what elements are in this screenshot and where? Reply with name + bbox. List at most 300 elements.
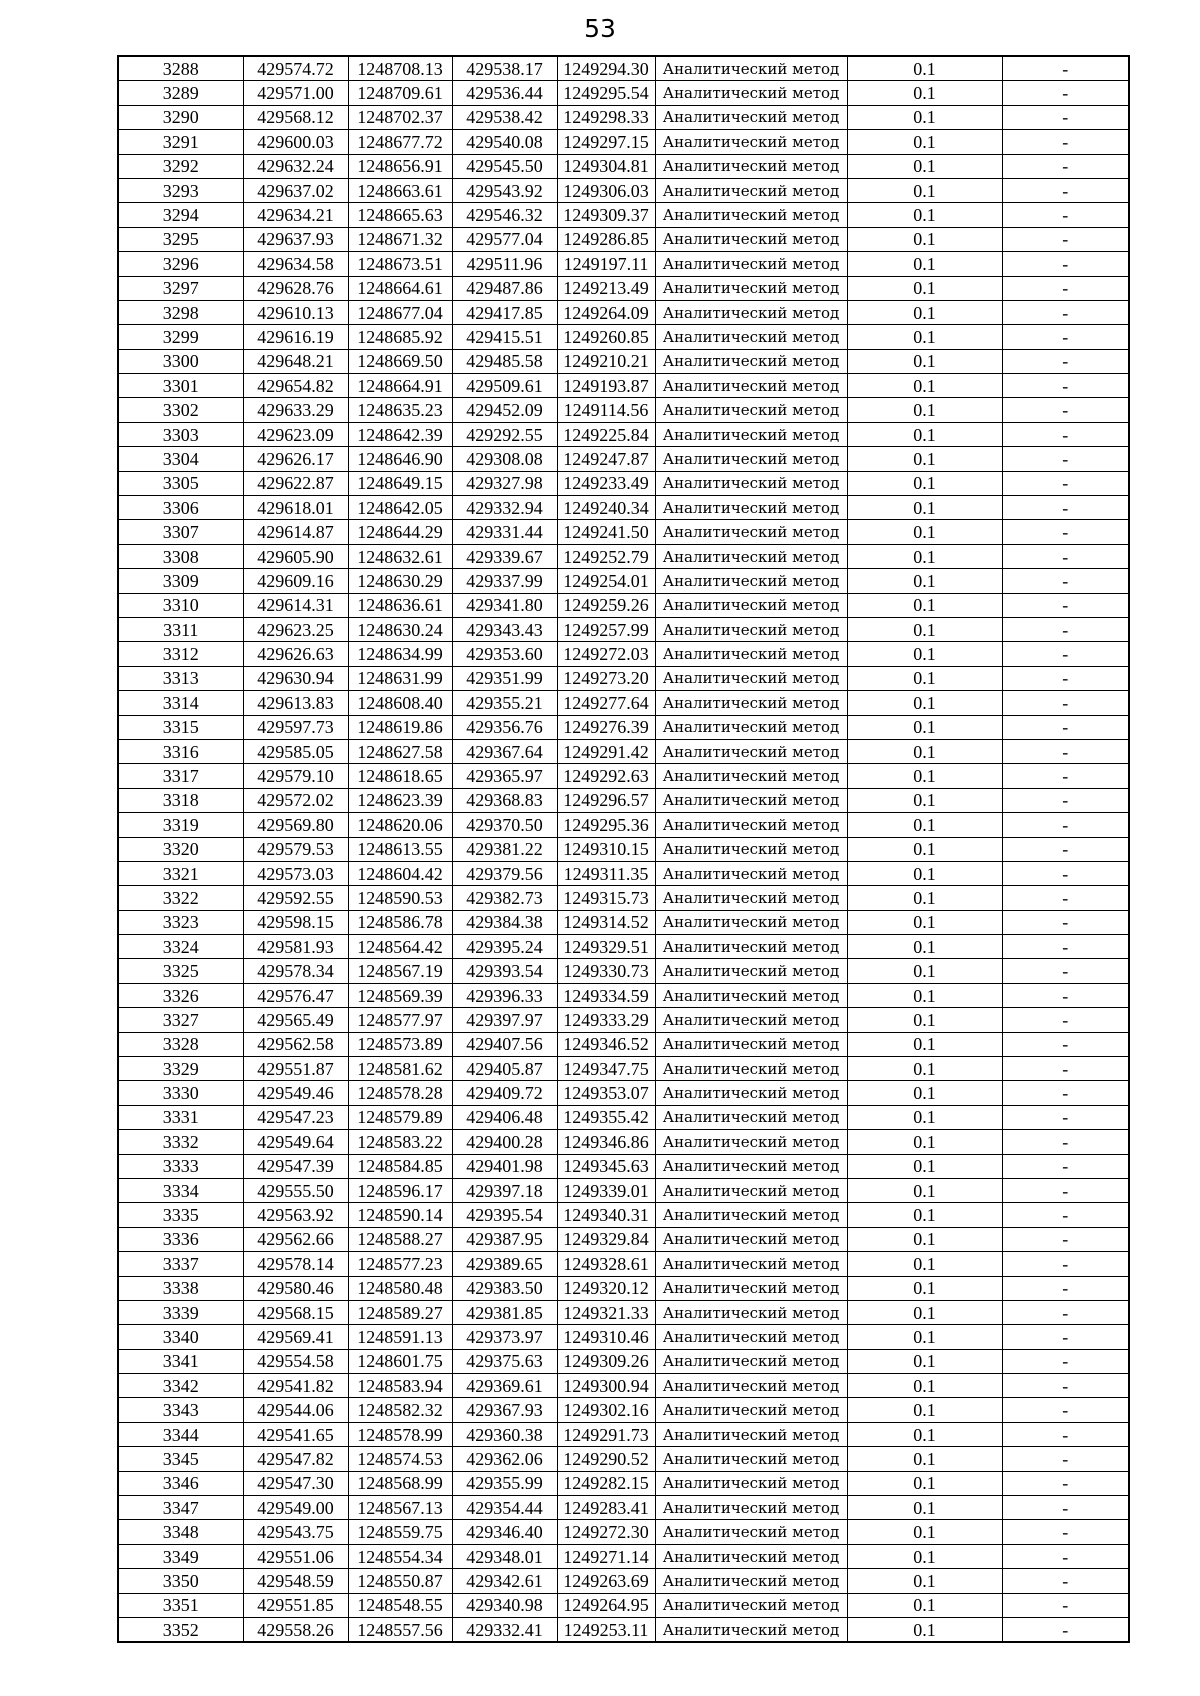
accuracy-cell: 0.1 <box>847 374 1002 398</box>
y2-cell: 1249304.81 <box>557 154 655 178</box>
note-cell: - <box>1002 349 1129 373</box>
y2-cell: 1249296.57 <box>557 788 655 812</box>
point-number-cell: 3345 <box>118 1447 243 1471</box>
x1-cell: 429605.90 <box>243 544 348 568</box>
method-cell: Аналитический метод <box>655 1422 847 1446</box>
accuracy-cell: 0.1 <box>847 300 1002 324</box>
point-number-cell: 3323 <box>118 910 243 934</box>
y2-cell: 1249259.26 <box>557 593 655 617</box>
note-cell: - <box>1002 1203 1129 1227</box>
accuracy-cell: 0.1 <box>847 1422 1002 1446</box>
x2-cell: 429339.67 <box>452 544 557 568</box>
y1-cell: 1248627.58 <box>348 739 452 763</box>
y2-cell: 1249225.84 <box>557 422 655 446</box>
y2-cell: 1249329.51 <box>557 935 655 959</box>
x1-cell: 429581.93 <box>243 935 348 959</box>
y1-cell: 1248579.89 <box>348 1105 452 1129</box>
x1-cell: 429633.29 <box>243 398 348 422</box>
accuracy-cell: 0.1 <box>847 203 1002 227</box>
note-cell: - <box>1002 276 1129 300</box>
table-row <box>118 1300 1129 1324</box>
x1-cell: 429579.10 <box>243 764 348 788</box>
y1-cell: 1248548.55 <box>348 1593 452 1617</box>
accuracy-cell: 0.1 <box>847 1178 1002 1202</box>
point-number-cell: 3290 <box>118 105 243 129</box>
y2-cell: 1249271.14 <box>557 1544 655 1568</box>
y1-cell: 1248642.39 <box>348 422 452 446</box>
table-row <box>118 1325 1129 1349</box>
method-cell: Аналитический метод <box>655 935 847 959</box>
y1-cell: 1248669.50 <box>348 349 452 373</box>
note-cell: - <box>1002 130 1129 154</box>
method-cell: Аналитический метод <box>655 56 847 81</box>
x2-cell: 429360.38 <box>452 1422 557 1446</box>
table-row <box>118 81 1129 105</box>
note-cell: - <box>1002 1276 1129 1300</box>
x2-cell: 429406.48 <box>452 1105 557 1129</box>
note-cell: - <box>1002 520 1129 544</box>
y1-cell: 1248569.39 <box>348 983 452 1007</box>
note-cell: - <box>1002 1593 1129 1617</box>
point-number-cell: 3295 <box>118 227 243 251</box>
x1-cell: 429547.82 <box>243 1447 348 1471</box>
table-row <box>118 1130 1129 1154</box>
point-number-cell: 3311 <box>118 617 243 641</box>
x2-cell: 429365.97 <box>452 764 557 788</box>
note-cell: - <box>1002 983 1129 1007</box>
accuracy-cell: 0.1 <box>847 1252 1002 1276</box>
table-row <box>118 1496 1129 1520</box>
table-row <box>118 349 1129 373</box>
method-cell: Аналитический метод <box>655 1154 847 1178</box>
x2-cell: 429538.17 <box>452 56 557 81</box>
point-number-cell: 3315 <box>118 715 243 739</box>
method-cell: Аналитический метод <box>655 861 847 885</box>
y1-cell: 1248554.34 <box>348 1544 452 1568</box>
method-cell: Аналитический метод <box>655 471 847 495</box>
point-number-cell: 3303 <box>118 422 243 446</box>
x2-cell: 429509.61 <box>452 374 557 398</box>
y2-cell: 1249329.84 <box>557 1227 655 1251</box>
x1-cell: 429554.58 <box>243 1349 348 1373</box>
y1-cell: 1248573.89 <box>348 1032 452 1056</box>
y2-cell: 1249346.52 <box>557 1032 655 1056</box>
y2-cell: 1249294.30 <box>557 56 655 81</box>
x2-cell: 429383.50 <box>452 1276 557 1300</box>
x1-cell: 429578.14 <box>243 1252 348 1276</box>
note-cell: - <box>1002 593 1129 617</box>
note-cell: - <box>1002 886 1129 910</box>
x1-cell: 429598.15 <box>243 910 348 934</box>
method-cell: Аналитический метод <box>655 1618 847 1643</box>
accuracy-cell: 0.1 <box>847 325 1002 349</box>
x2-cell: 429348.01 <box>452 1544 557 1568</box>
x1-cell: 429551.87 <box>243 1057 348 1081</box>
point-number-cell: 3325 <box>118 959 243 983</box>
y2-cell: 1249310.46 <box>557 1325 655 1349</box>
point-number-cell: 3306 <box>118 496 243 520</box>
y1-cell: 1248567.13 <box>348 1496 452 1520</box>
table-row <box>118 1008 1129 1032</box>
x2-cell: 429332.94 <box>452 496 557 520</box>
note-cell: - <box>1002 227 1129 251</box>
x1-cell: 429573.03 <box>243 861 348 885</box>
x1-cell: 429548.59 <box>243 1569 348 1593</box>
y2-cell: 1249291.73 <box>557 1422 655 1446</box>
y2-cell: 1249276.39 <box>557 715 655 739</box>
y1-cell: 1248618.65 <box>348 764 452 788</box>
x1-cell: 429551.85 <box>243 1593 348 1617</box>
point-number-cell: 3339 <box>118 1300 243 1324</box>
method-cell: Аналитический метод <box>655 569 847 593</box>
y1-cell: 1248671.32 <box>348 227 452 251</box>
point-number-cell: 3319 <box>118 813 243 837</box>
x2-cell: 429351.99 <box>452 666 557 690</box>
y1-cell: 1248635.23 <box>348 398 452 422</box>
accuracy-cell: 0.1 <box>847 56 1002 81</box>
point-number-cell: 3312 <box>118 642 243 666</box>
point-number-cell: 3352 <box>118 1618 243 1643</box>
y1-cell: 1248582.32 <box>348 1398 452 1422</box>
x1-cell: 429547.23 <box>243 1105 348 1129</box>
y1-cell: 1248589.27 <box>348 1300 452 1324</box>
x1-cell: 429551.06 <box>243 1544 348 1568</box>
y1-cell: 1248577.23 <box>348 1252 452 1276</box>
y2-cell: 1249240.34 <box>557 496 655 520</box>
point-number-cell: 3314 <box>118 691 243 715</box>
y1-cell: 1248646.90 <box>348 447 452 471</box>
accuracy-cell: 0.1 <box>847 715 1002 739</box>
accuracy-cell: 0.1 <box>847 398 1002 422</box>
x1-cell: 429613.83 <box>243 691 348 715</box>
accuracy-cell: 0.1 <box>847 349 1002 373</box>
x2-cell: 429397.18 <box>452 1178 557 1202</box>
y1-cell: 1248550.87 <box>348 1569 452 1593</box>
y2-cell: 1249347.75 <box>557 1057 655 1081</box>
x1-cell: 429626.63 <box>243 642 348 666</box>
y1-cell: 1248634.99 <box>348 642 452 666</box>
table-row <box>118 1154 1129 1178</box>
x2-cell: 429382.73 <box>452 886 557 910</box>
y2-cell: 1249197.11 <box>557 252 655 276</box>
accuracy-cell: 0.1 <box>847 1203 1002 1227</box>
y1-cell: 1248631.99 <box>348 666 452 690</box>
table-row <box>118 764 1129 788</box>
note-cell: - <box>1002 325 1129 349</box>
y2-cell: 1249291.42 <box>557 739 655 763</box>
x2-cell: 429546.32 <box>452 203 557 227</box>
method-cell: Аналитический метод <box>655 1520 847 1544</box>
x2-cell: 429536.44 <box>452 81 557 105</box>
note-cell: - <box>1002 1105 1129 1129</box>
point-number-cell: 3321 <box>118 861 243 885</box>
x1-cell: 429654.82 <box>243 374 348 398</box>
note-cell: - <box>1002 1447 1129 1471</box>
x2-cell: 429417.85 <box>452 300 557 324</box>
table-row <box>118 227 1129 251</box>
accuracy-cell: 0.1 <box>847 154 1002 178</box>
x1-cell: 429549.00 <box>243 1496 348 1520</box>
x2-cell: 429373.97 <box>452 1325 557 1349</box>
x2-cell: 429337.99 <box>452 569 557 593</box>
y1-cell: 1248664.61 <box>348 276 452 300</box>
x2-cell: 429389.65 <box>452 1252 557 1276</box>
point-number-cell: 3322 <box>118 886 243 910</box>
method-cell: Аналитический метод <box>655 520 847 544</box>
note-cell: - <box>1002 56 1129 81</box>
y2-cell: 1249339.01 <box>557 1178 655 1202</box>
point-number-cell: 3316 <box>118 739 243 763</box>
method-cell: Аналитический метод <box>655 1130 847 1154</box>
x1-cell: 429572.02 <box>243 788 348 812</box>
method-cell: Аналитический метод <box>655 1081 847 1105</box>
method-cell: Аналитический метод <box>655 1252 847 1276</box>
accuracy-cell: 0.1 <box>847 1471 1002 1495</box>
method-cell: Аналитический метод <box>655 1300 847 1324</box>
y2-cell: 1249330.73 <box>557 959 655 983</box>
method-cell: Аналитический метод <box>655 154 847 178</box>
x1-cell: 429637.93 <box>243 227 348 251</box>
accuracy-cell: 0.1 <box>847 422 1002 446</box>
note-cell: - <box>1002 374 1129 398</box>
point-number-cell: 3351 <box>118 1593 243 1617</box>
x1-cell: 429597.73 <box>243 715 348 739</box>
note-cell: - <box>1002 1325 1129 1349</box>
y2-cell: 1249273.20 <box>557 666 655 690</box>
table-row <box>118 1276 1129 1300</box>
y2-cell: 1249295.36 <box>557 813 655 837</box>
y1-cell: 1248656.91 <box>348 154 452 178</box>
note-cell: - <box>1002 1057 1129 1081</box>
x1-cell: 429576.47 <box>243 983 348 1007</box>
point-number-cell: 3298 <box>118 300 243 324</box>
table-row <box>118 1178 1129 1202</box>
accuracy-cell: 0.1 <box>847 983 1002 1007</box>
x2-cell: 429395.24 <box>452 935 557 959</box>
y2-cell: 1249328.61 <box>557 1252 655 1276</box>
y2-cell: 1249114.56 <box>557 398 655 422</box>
x2-cell: 429332.41 <box>452 1618 557 1643</box>
y1-cell: 1248557.56 <box>348 1618 452 1643</box>
point-number-cell: 3340 <box>118 1325 243 1349</box>
point-number-cell: 3309 <box>118 569 243 593</box>
y2-cell: 1249315.73 <box>557 886 655 910</box>
x2-cell: 429343.43 <box>452 617 557 641</box>
method-cell: Аналитический метод <box>655 788 847 812</box>
table-row <box>118 471 1129 495</box>
x1-cell: 429558.26 <box>243 1618 348 1643</box>
x2-cell: 429543.92 <box>452 178 557 202</box>
point-number-cell: 3344 <box>118 1422 243 1446</box>
table-row <box>118 1398 1129 1422</box>
y2-cell: 1249300.94 <box>557 1374 655 1398</box>
table-row <box>118 1422 1129 1446</box>
table-row <box>118 642 1129 666</box>
table-row <box>118 788 1129 812</box>
y1-cell: 1248596.17 <box>348 1178 452 1202</box>
y1-cell: 1248636.61 <box>348 593 452 617</box>
x1-cell: 429634.58 <box>243 252 348 276</box>
note-cell: - <box>1002 105 1129 129</box>
accuracy-cell: 0.1 <box>847 1154 1002 1178</box>
table-row <box>118 1520 1129 1544</box>
method-cell: Аналитический метод <box>655 617 847 641</box>
x2-cell: 429409.72 <box>452 1081 557 1105</box>
point-number-cell: 3326 <box>118 983 243 1007</box>
note-cell: - <box>1002 813 1129 837</box>
y2-cell: 1249345.63 <box>557 1154 655 1178</box>
x2-cell: 429540.08 <box>452 130 557 154</box>
x1-cell: 429623.25 <box>243 617 348 641</box>
y1-cell: 1248578.99 <box>348 1422 452 1446</box>
y1-cell: 1248632.61 <box>348 544 452 568</box>
note-cell: - <box>1002 1178 1129 1202</box>
method-cell: Аналитический метод <box>655 422 847 446</box>
point-number-cell: 3343 <box>118 1398 243 1422</box>
y1-cell: 1248709.61 <box>348 81 452 105</box>
table-row <box>118 1081 1129 1105</box>
y2-cell: 1249320.12 <box>557 1276 655 1300</box>
method-cell: Аналитический метод <box>655 1544 847 1568</box>
x1-cell: 429565.49 <box>243 1008 348 1032</box>
point-number-cell: 3305 <box>118 471 243 495</box>
accuracy-cell: 0.1 <box>847 1276 1002 1300</box>
point-number-cell: 3333 <box>118 1154 243 1178</box>
point-number-cell: 3302 <box>118 398 243 422</box>
y2-cell: 1249353.07 <box>557 1081 655 1105</box>
accuracy-cell: 0.1 <box>847 178 1002 202</box>
y1-cell: 1248620.06 <box>348 813 452 837</box>
note-cell: - <box>1002 544 1129 568</box>
note-cell: - <box>1002 154 1129 178</box>
point-number-cell: 3308 <box>118 544 243 568</box>
point-number-cell: 3324 <box>118 935 243 959</box>
y1-cell: 1248630.24 <box>348 617 452 641</box>
table-row <box>118 203 1129 227</box>
note-cell: - <box>1002 617 1129 641</box>
x2-cell: 429387.95 <box>452 1227 557 1251</box>
point-number-cell: 3334 <box>118 1178 243 1202</box>
method-cell: Аналитический метод <box>655 1496 847 1520</box>
x1-cell: 429569.41 <box>243 1325 348 1349</box>
table-row <box>118 1057 1129 1081</box>
x2-cell: 429397.97 <box>452 1008 557 1032</box>
x1-cell: 429632.24 <box>243 154 348 178</box>
y1-cell: 1248588.27 <box>348 1227 452 1251</box>
note-cell: - <box>1002 398 1129 422</box>
table-row <box>118 544 1129 568</box>
y1-cell: 1248583.94 <box>348 1374 452 1398</box>
table-row <box>118 935 1129 959</box>
point-number-cell: 3342 <box>118 1374 243 1398</box>
table-row <box>118 715 1129 739</box>
method-cell: Аналитический метод <box>655 1569 847 1593</box>
table-row <box>118 105 1129 129</box>
method-cell: Аналитический метод <box>655 1398 847 1422</box>
point-number-cell: 3310 <box>118 593 243 617</box>
table-body <box>118 56 1129 1642</box>
y2-cell: 1249272.03 <box>557 642 655 666</box>
accuracy-cell: 0.1 <box>847 910 1002 934</box>
point-number-cell: 3304 <box>118 447 243 471</box>
accuracy-cell: 0.1 <box>847 1130 1002 1154</box>
x2-cell: 429370.50 <box>452 813 557 837</box>
x1-cell: 429568.12 <box>243 105 348 129</box>
y1-cell: 1248567.19 <box>348 959 452 983</box>
point-number-cell: 3350 <box>118 1569 243 1593</box>
point-number-cell: 3330 <box>118 1081 243 1105</box>
x1-cell: 429574.72 <box>243 56 348 81</box>
table-row <box>118 1618 1129 1643</box>
note-cell: - <box>1002 203 1129 227</box>
y1-cell: 1248708.13 <box>348 56 452 81</box>
x2-cell: 429487.86 <box>452 276 557 300</box>
y2-cell: 1249260.85 <box>557 325 655 349</box>
x2-cell: 429577.04 <box>452 227 557 251</box>
table-row <box>118 983 1129 1007</box>
table-row <box>118 1227 1129 1251</box>
x2-cell: 429346.40 <box>452 1520 557 1544</box>
table-row <box>118 300 1129 324</box>
x2-cell: 429415.51 <box>452 325 557 349</box>
note-cell: - <box>1002 1130 1129 1154</box>
accuracy-cell: 0.1 <box>847 617 1002 641</box>
note-cell: - <box>1002 1618 1129 1643</box>
y1-cell: 1248613.55 <box>348 837 452 861</box>
table-row <box>118 1032 1129 1056</box>
note-cell: - <box>1002 1227 1129 1251</box>
point-number-cell: 3327 <box>118 1008 243 1032</box>
table-row <box>118 1544 1129 1568</box>
note-cell: - <box>1002 1349 1129 1373</box>
y1-cell: 1248564.42 <box>348 935 452 959</box>
note-cell: - <box>1002 666 1129 690</box>
note-cell: - <box>1002 642 1129 666</box>
x2-cell: 429511.96 <box>452 252 557 276</box>
x2-cell: 429292.55 <box>452 422 557 446</box>
method-cell: Аналитический метод <box>655 130 847 154</box>
x2-cell: 429369.61 <box>452 1374 557 1398</box>
accuracy-cell: 0.1 <box>847 276 1002 300</box>
x1-cell: 429616.19 <box>243 325 348 349</box>
accuracy-cell: 0.1 <box>847 1618 1002 1643</box>
x1-cell: 429562.58 <box>243 1032 348 1056</box>
note-cell: - <box>1002 959 1129 983</box>
accuracy-cell: 0.1 <box>847 1374 1002 1398</box>
accuracy-cell: 0.1 <box>847 1520 1002 1544</box>
x1-cell: 429592.55 <box>243 886 348 910</box>
method-cell: Аналитический метод <box>655 544 847 568</box>
method-cell: Аналитический метод <box>655 886 847 910</box>
y2-cell: 1249247.87 <box>557 447 655 471</box>
page-number: 53 <box>584 14 616 43</box>
method-cell: Аналитический метод <box>655 1178 847 1202</box>
accuracy-cell: 0.1 <box>847 520 1002 544</box>
table-row <box>118 813 1129 837</box>
accuracy-cell: 0.1 <box>847 691 1002 715</box>
note-cell: - <box>1002 1471 1129 1495</box>
x2-cell: 429381.85 <box>452 1300 557 1324</box>
table-row <box>118 1593 1129 1617</box>
y1-cell: 1248590.53 <box>348 886 452 910</box>
y2-cell: 1249333.29 <box>557 1008 655 1032</box>
table-row <box>118 447 1129 471</box>
method-cell: Аналитический метод <box>655 764 847 788</box>
x2-cell: 429327.98 <box>452 471 557 495</box>
method-cell: Аналитический метод <box>655 447 847 471</box>
table-row <box>118 276 1129 300</box>
x1-cell: 429571.00 <box>243 81 348 105</box>
